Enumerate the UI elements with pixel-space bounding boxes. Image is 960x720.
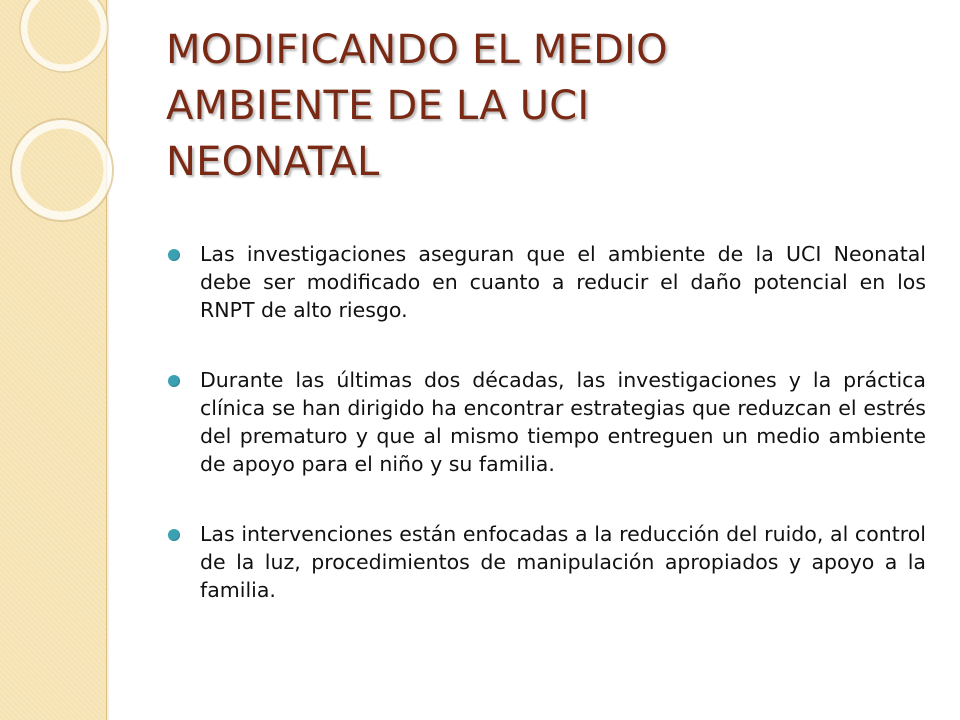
bullet-text: Durante las últimas dos décadas, las investigaciones y la práctica clínica se han dirigido ha encontrar estrategias que reduzcan el estrés del prematuro y que al mismo tiempo entreguen un medio ambiente de apoyo para el niño y su familia. — [200, 368, 926, 476]
bullet-item — [168, 520, 926, 604]
bullet-dot-icon — [168, 529, 180, 541]
bullet-item — [168, 240, 926, 324]
decorative-ring-small — [24, 0, 104, 68]
decorative-circles — [0, 0, 140, 260]
bullet-list — [168, 240, 926, 646]
decorative-ring-large-outline — [11, 119, 113, 221]
bullet-text: Las investigaciones aseguran que el ambiente de la UCI Neonatal debe ser modificado en cuanto a reducir el daño potencial en los RNPT de alto riesgo. — [200, 242, 926, 322]
bullet-text: Las intervenciones están enfocadas a la reducción del ruido, al control de la luz, procedimientos de manipulación apropiados y apoyo a la familia. — [200, 522, 926, 602]
bullet-dot-icon — [168, 249, 180, 261]
decorative-ring-small-outline — [20, 0, 108, 72]
decorative-ring-large — [16, 124, 108, 216]
bullet-dot-icon — [168, 375, 180, 387]
bullet-item — [168, 366, 926, 478]
slide-title: MODIFICANDO EL MEDIO AMBIENTE DE LA UCI NEONATAL — [166, 27, 668, 185]
